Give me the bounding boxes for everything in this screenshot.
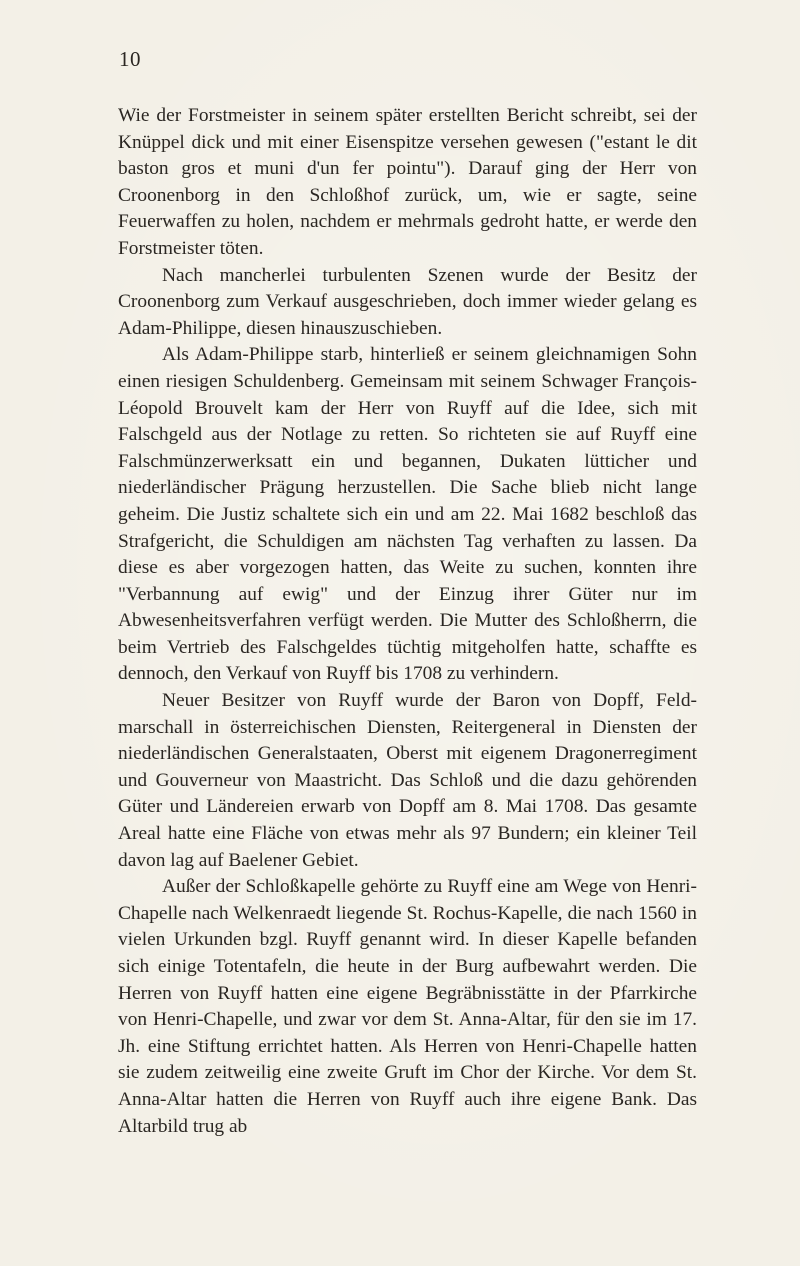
body-text (118, 103, 697, 1140)
paragraph-4: Neuer Besitzer von Ruyff wurde der Baron von Dopff, Feldmarschall in österreichischen Diensten, Reitergeneral in Diensten der niederländischen Generalstaaten, Oberst mit eigenem Dragonerregiment und Gouverneur von Maastricht. Das Schloß und die dazu gehörenden Güter und Ländereien erwarb von Dopff am 8. Mai 1708. Das gesamte Areal hatte eine Fläche von etwas mehr als 97 Bundern; ein kleiner Teil davon lag auf Baelener Gebiet. (118, 690, 697, 871)
paragraph-3: Als Adam-Philippe starb, hinterließ er seinem gleichnamigen Sohn einen riesigen Schuldenberg. Gemeinsam mit seinem Schwager François-Léopold Brouvelt kam der Herr von Ruyff auf die Idee, sich mit Falschgeld aus der Notlage zu retten. So richteten sie auf Ruyff eine Falschmünzerwerksatt ein und begannen, Dukaten lütticher und niederländischer Prägung herzustellen. Die Sache blieb nicht lange geheim. Die Justiz schaltete sich ein und am 22. Mai 1682 beschloß das Strafgericht, die Schuldigen am nächsten Tag verhaften zu lassen. Da diese es aber vorgezogen hatten, das Weite zu suchen, konnten ihre "Verbannung auf ewig" und der Einzug ihrer Güter nur im Abwesenheitsverfahren verfügt werden. Die Mutter des Schloßherrn, die beim Vertrieb des Falschgeldes tüchtig mitgeholfen hatte, schaffte es dennoch, den Verkauf von Ruyff bis 1708 zu verhindern. (118, 344, 697, 685)
page-number: 10 (119, 47, 141, 71)
paragraph-2: Nach mancherlei turbulenten Szenen wurde der Besitz der Croonenborg zum Verkauf ausgeschrieben, doch immer wieder gelang es Adam-Philippe, diesen hinauszuschieben. (118, 264, 697, 339)
paragraph-1: Wie der Forstmeister in seinem später erstellten Bericht schreibt, sei der Knüppel dick und mit einer Eisenspitze versehen gewesen ("estant le dit baston gros et muni d'un fer pointu"). Darauf ging der Herr von Croonenborg in den Schloßhof zurück, um, wie er sagte, seine Feuerwaffen zu holen, nachdem er mehrmals gedroht hatte, er werde den Forstmeister töten. (118, 105, 697, 259)
paragraph-5: Außer der Schloßkapelle gehörte zu Ruyff eine am Wege von Henri-Chapelle nach Welkenraedt liegende St. Rochus-Kapelle, die nach 1560 in vielen Urkunden bzgl. Ruyff genannt wird. In dieser Kapelle befanden sich einige Totentafeln, die heute in der Burg aufbewahrt werden. Die Herren von Ruyff hatten eine eigene Begräbnisstätte in der Pfarrkirche von Henri-Chapelle, und zwar vor dem St. Anna-Altar, für den sie im 17. Jh. eine Stiftung errichtet hatten. Als Herren von Henri-Chapelle hatten sie zudem zeitweilig eine zweite Gruft im Chor der Kirche. Vor dem St. Anna-Altar hatten die Herren von Ruyff auch ihre eigene Bank. Das Altarbild trug ab (118, 876, 697, 1137)
